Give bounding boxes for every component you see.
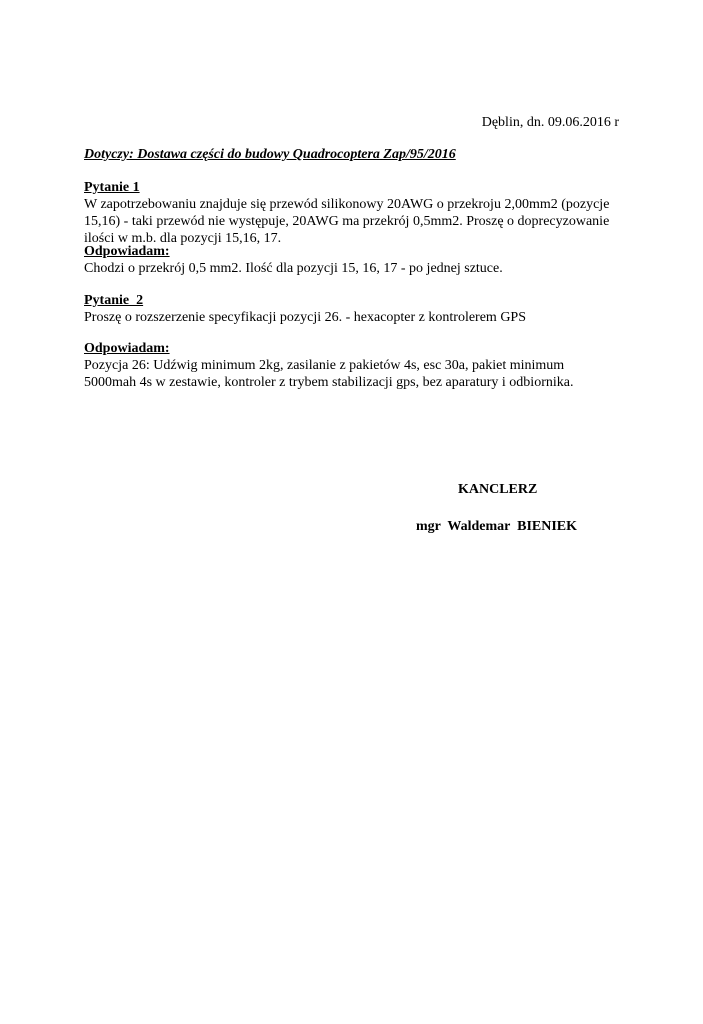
- answer-2: [84, 340, 624, 391]
- question-2-text: Proszę o rozszerzenie specyfikacji pozycji 26. - hexacopter z kontrolerem GPS: [84, 310, 526, 325]
- answer-2-line-1: Pozycja 26: Udźwig minimum 2kg, zasilanie z pakietów 4s, esc 30a, pakiet minimum: [84, 358, 565, 373]
- place-date: Dęblin, dn. 09.06.2016 r: [481, 115, 619, 130]
- question-1-line-3: ilości w m.b. dla pozycji 15,16, 17.: [84, 231, 282, 246]
- question-1: [84, 179, 624, 247]
- signature-title: KANCLERZ: [458, 482, 538, 497]
- question-2-heading: Pytanie 2: [84, 293, 144, 308]
- signature-name: mgr Waldemar BIENIEK: [416, 519, 578, 534]
- question-1-heading: Pytanie 1: [84, 180, 140, 195]
- answer-1-heading: Odpowiadam:: [84, 244, 170, 259]
- answer-1: [84, 243, 624, 277]
- question-1-line-1: W zapotrzebowaniu znajduje się przewód silikonowy 20AWG o przekroju 2,00mm2 (pozycje: [84, 197, 610, 212]
- question-1-line-2: 15,16) - taki przewód nie występuje, 20AWG ma przekrój 0,5mm2. Proszę o doprecyzowanie: [84, 214, 610, 229]
- answer-1-text: Chodzi o przekrój 0,5 mm2. Ilość dla pozycji 15, 16, 17 - po jednej sztuce.: [84, 261, 503, 276]
- answer-2-line-2: 5000mah 4s w zestawie, kontroler z trybem stabilizacji gps, bez aparatury i odbiornika.: [84, 375, 574, 390]
- subject-line: Dotyczy: Dostawa części do budowy Quadrocoptera Zap/95/2016: [84, 147, 456, 162]
- question-2: [84, 292, 624, 326]
- answer-2-heading: Odpowiadam:: [84, 341, 170, 356]
